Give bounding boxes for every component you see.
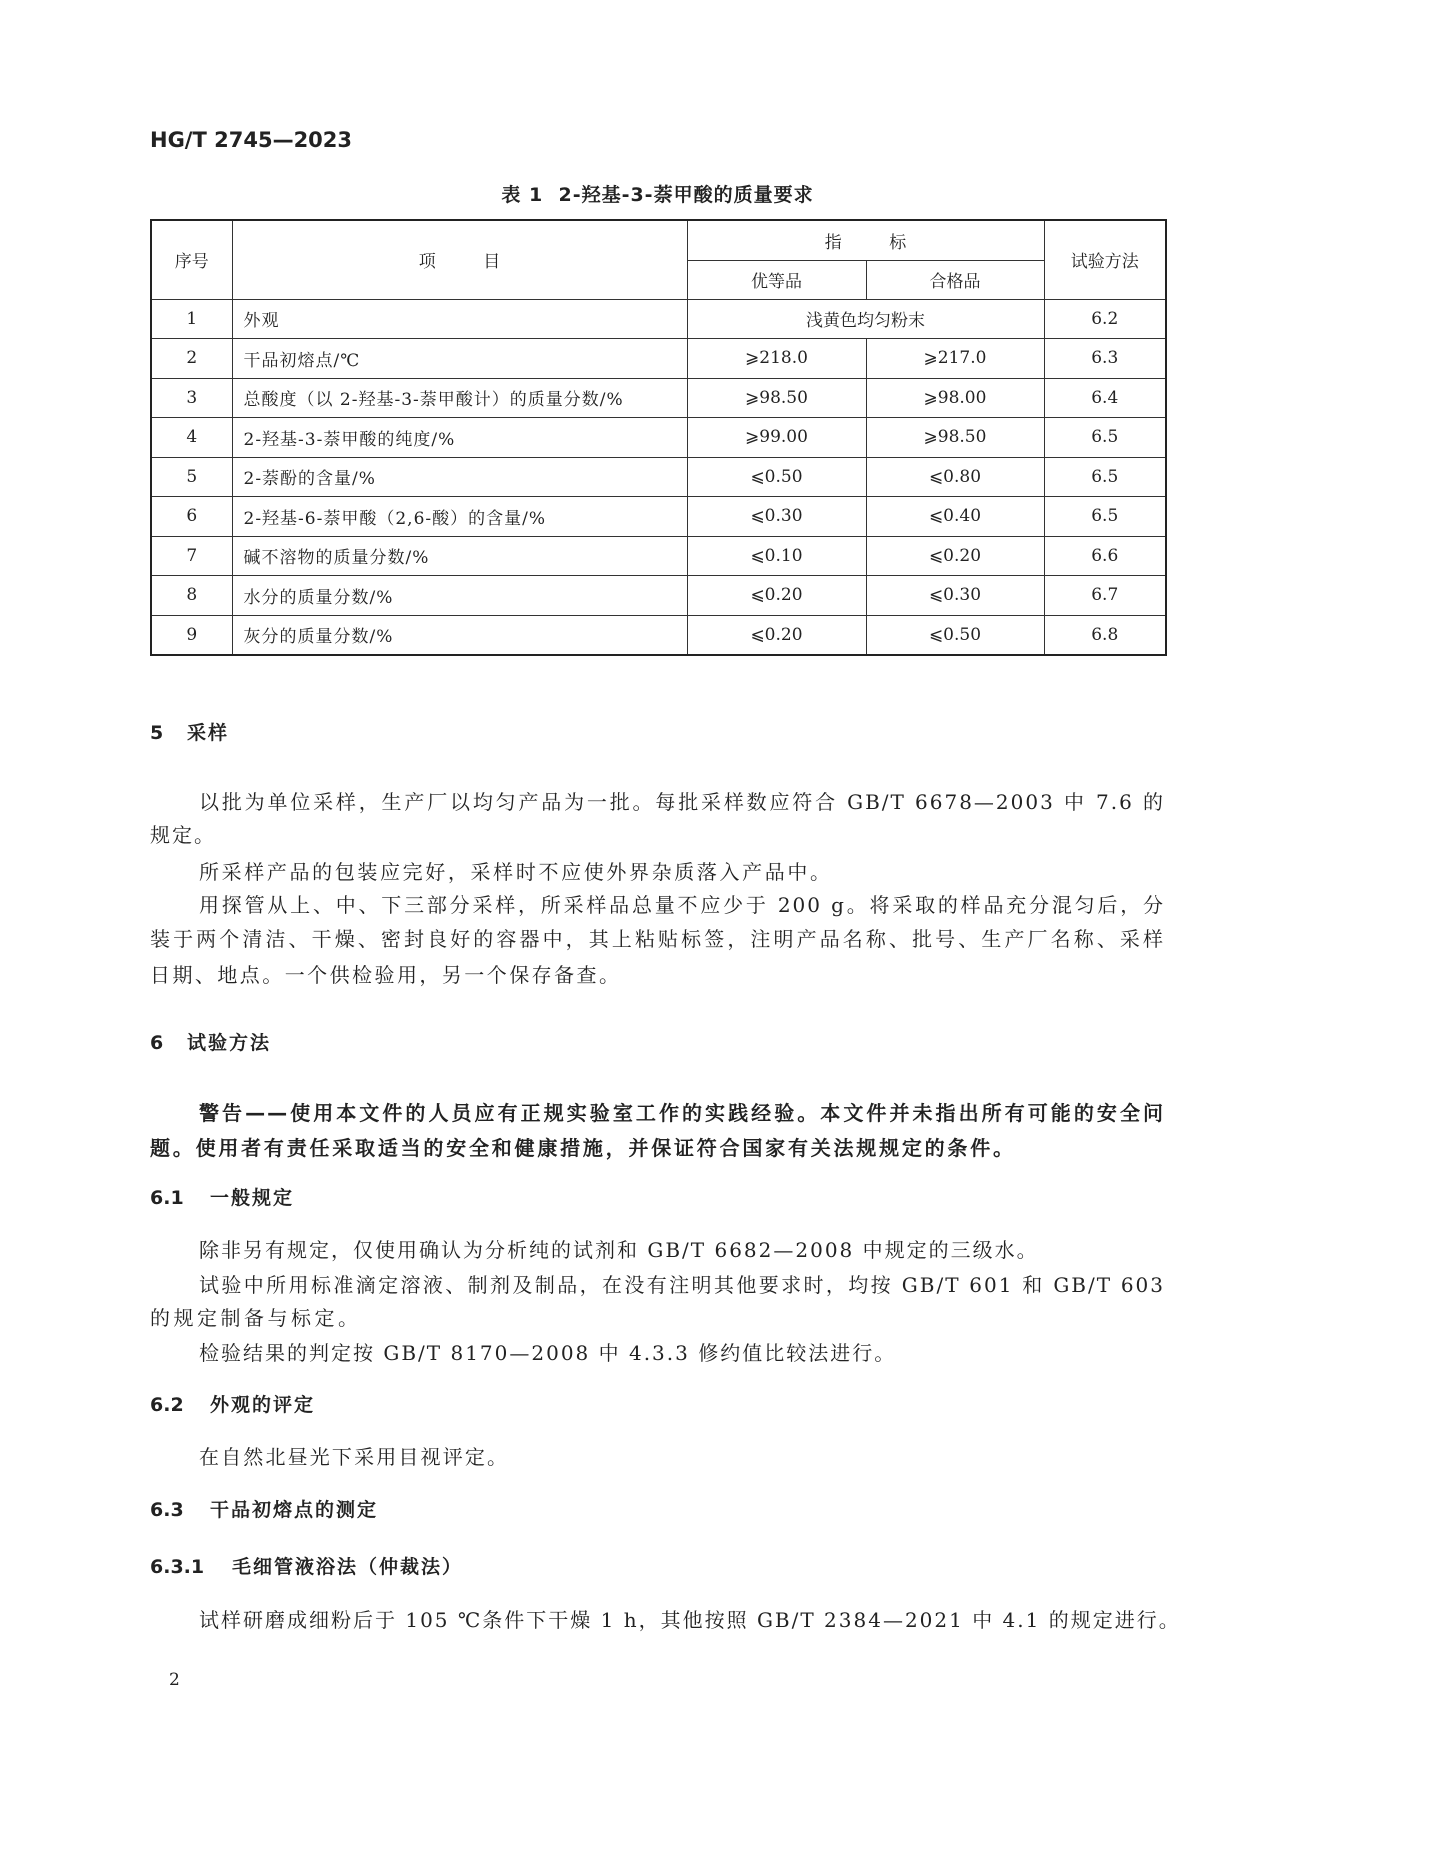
superior-grade-cell: ⩾218.0: [687, 339, 866, 379]
paragraph-line: 日期、地点。一个供检验用，另一个保存备查。: [150, 963, 621, 987]
section-6-number: 6: [150, 1032, 164, 1054]
test-method-cell: 6.8: [1044, 615, 1166, 655]
item-name-cell: 水分的质量分数/%: [232, 576, 687, 616]
superior-grade-cell: ⩽0.30: [687, 497, 866, 537]
row-number-cell: 3: [151, 378, 232, 418]
paragraph-line: 规定。: [150, 823, 216, 847]
table-row: [151, 339, 1166, 379]
section-6-3-1-title: 毛细管液浴法（仲裁法）: [232, 1556, 464, 1578]
section-6-1-number: 6.1: [150, 1187, 184, 1209]
paragraph-line: 所采样产品的包装应完好，采样时不应使外界杂质落入产品中。: [199, 860, 832, 884]
header-grade-qualified: 合格品: [866, 260, 1044, 299]
test-method-cell: 6.4: [1044, 378, 1166, 418]
qualified-grade-cell: ⩽0.20: [866, 536, 1044, 576]
item-name-cell: 总酸度（以 2-羟基-3-萘甲酸计）的质量分数/%: [232, 378, 687, 418]
section-6-title: 试验方法: [187, 1032, 272, 1054]
item-name-cell: 2-萘酚的含量/%: [232, 457, 687, 497]
row-number-cell: 5: [151, 457, 232, 497]
appearance-value-cell: 浅黄色均匀粉末: [687, 299, 1044, 339]
header-test-method: 试验方法: [1044, 220, 1166, 299]
superior-grade-cell: ⩽0.50: [687, 457, 866, 497]
paragraph-line: 在自然北昼光下采用目视评定。: [199, 1445, 509, 1469]
warning-line: 题。使用者有责任采取适当的安全和健康措施，并保证符合国家有关法规规定的条件。: [150, 1136, 1015, 1160]
item-name-cell: 2-羟基-3-萘甲酸的纯度/%: [232, 418, 687, 458]
row-number-cell: 1: [151, 299, 232, 339]
section-6-1-title: 一般规定: [210, 1187, 295, 1209]
test-method-cell: 6.7: [1044, 576, 1166, 616]
paragraph-line: 用探管从上、中、下三部分采样，所采样品总量不应少于 200 g。将采取的样品充分混匀后，分: [199, 893, 1165, 917]
qualified-grade-cell: ⩽0.80: [866, 457, 1044, 497]
table-header-row: [151, 220, 1166, 260]
item-name-cell: 2-羟基-6-萘甲酸（2,6-酸）的含量/%: [232, 497, 687, 537]
table-row: [151, 378, 1166, 418]
qualified-grade-cell: ⩾98.00: [866, 378, 1044, 418]
paragraph-line: 检验结果的判定按 GB/T 8170—2008 中 4.3.3 修约值比较法进行。: [199, 1341, 897, 1365]
warning-line: 警告——使用本文件的人员应有正规实验室工作的实践经验。本文件并未指出所有可能的安全问: [199, 1101, 1165, 1125]
qualified-grade-cell: ⩽0.50: [866, 615, 1044, 655]
paragraph-line: 试验中所用标准滴定溶液、制剂及制品，在没有注明其他要求时，均按 GB/T 601 和 GB/T 603: [199, 1273, 1165, 1297]
section-6-3-number: 6.3: [150, 1499, 184, 1521]
table-row: [151, 576, 1166, 616]
superior-grade-cell: ⩽0.20: [687, 615, 866, 655]
item-name-cell: 灰分的质量分数/%: [232, 615, 687, 655]
test-method-cell: 6.5: [1044, 497, 1166, 537]
section-6-2-title: 外观的评定: [210, 1394, 316, 1416]
superior-grade-cell: ⩽0.20: [687, 576, 866, 616]
row-number-cell: 4: [151, 418, 232, 458]
document-code: HG/T 2745—2023: [150, 128, 353, 152]
superior-grade-cell: ⩾98.50: [687, 378, 866, 418]
superior-grade-cell: ⩾99.00: [687, 418, 866, 458]
paragraph-line: 试样研磨成细粉后于 105 ℃条件下干燥 1 h，其他按照 GB/T 2384—2021 中 4.1 的规定进行。: [199, 1608, 1181, 1632]
header-item: 项 目: [232, 220, 687, 299]
row-number-cell: 9: [151, 615, 232, 655]
qualified-grade-cell: ⩾217.0: [866, 339, 1044, 379]
test-method-cell: 6.3: [1044, 339, 1166, 379]
table-row: [151, 497, 1166, 537]
row-number-cell: 2: [151, 339, 232, 379]
paragraph-line: 的规定制备与标定。: [150, 1306, 360, 1330]
test-method-cell: 6.5: [1044, 457, 1166, 497]
row-number-cell: 7: [151, 536, 232, 576]
section-6-3-title: 干品初熔点的测定: [210, 1499, 379, 1521]
page-number: 2: [169, 1670, 180, 1690]
table-row: [151, 536, 1166, 576]
paragraph-line: 以批为单位采样，生产厂以均匀产品为一批。每批采样数应符合 GB/T 6678—2003 中 7.6 的: [199, 790, 1165, 814]
quality-requirements-table: [150, 219, 1167, 656]
row-number-cell: 8: [151, 576, 232, 616]
table-row: [151, 457, 1166, 497]
section-5-number: 5: [150, 722, 164, 744]
test-method-cell: 6.6: [1044, 536, 1166, 576]
table-row: [151, 615, 1166, 655]
qualified-grade-cell: ⩾98.50: [866, 418, 1044, 458]
section-6-3-1-number: 6.3.1: [150, 1556, 205, 1578]
test-method-cell: 6.5: [1044, 418, 1166, 458]
qualified-grade-cell: ⩽0.30: [866, 576, 1044, 616]
row-number-cell: 6: [151, 497, 232, 537]
header-index: 指 标: [687, 220, 1044, 260]
test-method-cell: 6.2: [1044, 299, 1166, 339]
section-5-title: 采样: [187, 722, 230, 744]
item-name-cell: 碱不溶物的质量分数/%: [232, 536, 687, 576]
qualified-grade-cell: ⩽0.40: [866, 497, 1044, 537]
paragraph-line: 装于两个清洁、干燥、密封良好的容器中，其上粘贴标签，注明产品名称、批号、生产厂名称、采样: [150, 927, 1165, 951]
item-name-cell: 干品初熔点/℃: [232, 339, 687, 379]
section-6-2-number: 6.2: [150, 1394, 184, 1416]
superior-grade-cell: ⩽0.10: [687, 536, 866, 576]
table-row: [151, 299, 1166, 339]
table-title: 表 1 2-羟基-3-萘甲酸的质量要求: [501, 184, 814, 206]
table-row: [151, 418, 1166, 458]
header-grade-superior: 优等品: [687, 260, 866, 299]
item-name-cell: 外观: [232, 299, 687, 339]
header-number: 序号: [151, 220, 232, 299]
paragraph-line: 除非另有规定，仅使用确认为分析纯的试剂和 GB/T 6682—2008 中规定的三级水。: [199, 1238, 1039, 1262]
